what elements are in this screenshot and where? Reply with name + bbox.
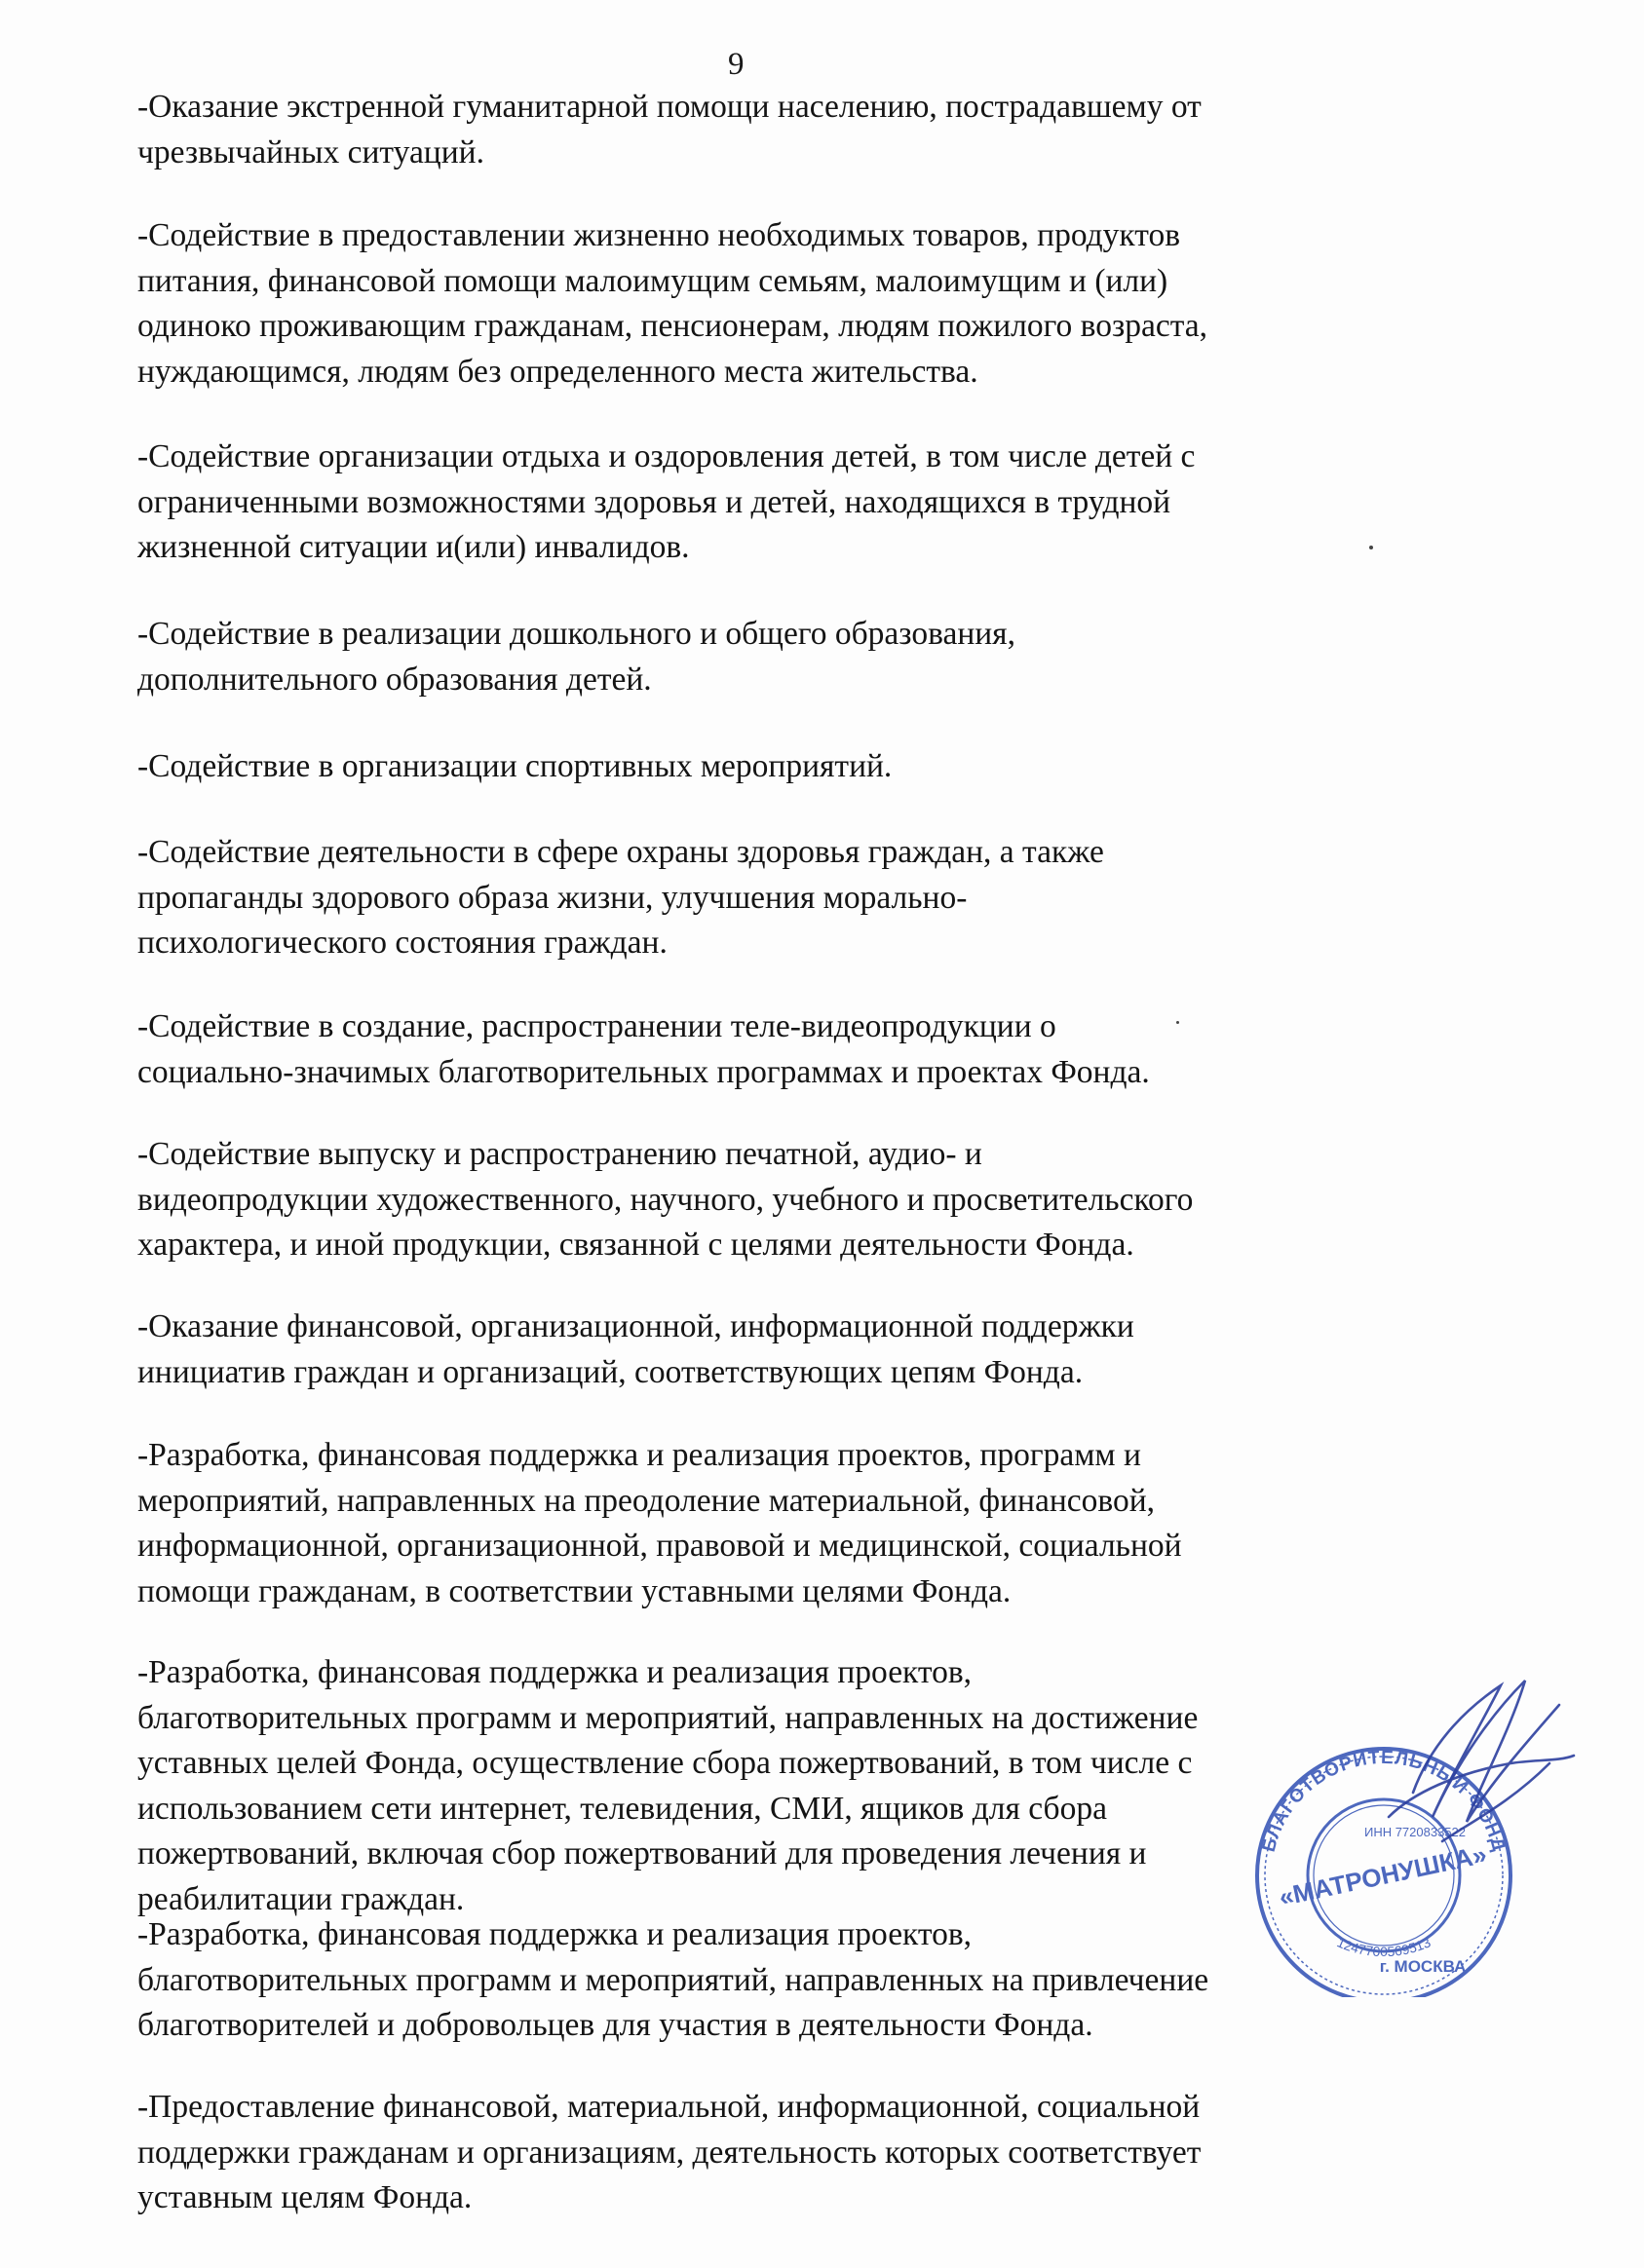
text-line: -Содействие в реализации дошкольного и общего образования,	[137, 616, 1015, 652]
text-line: информационной, организационной, правовой и медицинской, социальной	[137, 1528, 1182, 1564]
page-number: 9	[728, 47, 745, 82]
text-line: -Содействие выпуску и распространению печатной, аудио- и	[137, 1136, 982, 1172]
text-line: реабилитации граждан.	[137, 1880, 465, 1917]
paragraph-11	[137, 1650, 1198, 1922]
text-line: дополнительного образования детей.	[137, 661, 652, 698]
paragraph-1	[137, 85, 1202, 175]
text-line: -Содействие в предоставлении жизненно необходимых товаров, продуктов	[137, 217, 1181, 253]
seal-city-text: г. МОСКВА	[1379, 1957, 1467, 1976]
text-line: характера, и иной продукции, связанной с целями деятельности Фонда.	[137, 1227, 1134, 1263]
text-line: жизненной ситуации и(или) инвалидов.	[137, 529, 690, 565]
paragraph-3	[137, 435, 1195, 571]
paragraph-2	[137, 213, 1207, 395]
seal-inn-text: ИНН 7720833522	[1363, 1825, 1467, 1839]
text-line: благотворительных программ и мероприятий, направленных на привлечение	[137, 1961, 1209, 1998]
text-line: психологического состояния граждан.	[137, 925, 668, 961]
paragraph-8	[137, 1132, 1193, 1268]
paragraph-13	[137, 2085, 1201, 2221]
text-line: благотворительных программ и мероприятий, направленных на достижение	[137, 1699, 1199, 1736]
text-line: -Оказание экстренной гуманитарной помощи населению, пострадавшему от	[137, 89, 1202, 125]
organization-seal	[1189, 1646, 1579, 1997]
text-line: инициатив граждан и организаций, соответствующих цепям Фонда.	[137, 1353, 1084, 1390]
text-line: -Разработка, финансовая поддержка и реализация проектов,	[137, 1654, 973, 1690]
text-line: чрезвычайных ситуаций.	[137, 133, 484, 170]
text-line: использованием сети интернет, телевидения, СМИ, ящиков для сбора	[137, 1790, 1107, 1827]
paragraph-7	[137, 1004, 1150, 1095]
text-line: -Содействие в создание, распространении теле-видеопродукции о	[137, 1008, 1056, 1044]
text-line: -Содействие организации отдыха и оздоровления детей, в том числе детей с	[137, 438, 1196, 474]
text-line: -Разработка, финансовая поддержка и реализация проектов,	[137, 1916, 973, 1952]
paragraph-12	[137, 1912, 1208, 2049]
text-line: уставных целей Фонда, осуществление сбора пожертвований, в том числе с	[137, 1745, 1193, 1781]
text-line: ограниченными возможностями здоровья и детей, находящихся в трудной	[137, 483, 1171, 520]
text-line: мероприятий, направленных на преодоление материальной, финансовой,	[137, 1482, 1156, 1519]
seal-center-text: «МАТРОНУШКА»	[1276, 1838, 1490, 1912]
text-line: -Оказание финансовой, организационной, информационной поддержки	[137, 1308, 1134, 1344]
svg-text:1247700569513	[1335, 1934, 1434, 1959]
text-line: одиноко проживающим гражданам, пенсионерам, людям пожилого возраста,	[137, 308, 1208, 344]
paragraph-10	[137, 1433, 1182, 1614]
text-line: -Содействие деятельности в сфере охраны здоровья граждан, а также	[137, 834, 1104, 870]
text-line: поддержки гражданам и организациям, деятельность которых соответствует	[137, 2134, 1202, 2171]
text-line: видеопродукции художественного, научного, учебного и просветительского	[137, 1181, 1194, 1218]
text-line: -Предоставление финансовой, материальной, информационной, социальной	[137, 2089, 1201, 2125]
scan-speck	[1176, 1021, 1179, 1024]
paragraph-4	[137, 612, 1015, 702]
text-line: помощи гражданам, в соответствии уставными целями Фонда.	[137, 1572, 1012, 1609]
text-line: уставным целям Фонда.	[137, 2179, 473, 2215]
text-line: социально-значимых благотворительных программах и проектах Фонда.	[137, 1053, 1150, 1090]
text-line: пропаганды здорового образа жизни, улучшения морально-	[137, 879, 968, 916]
paragraph-6	[137, 830, 1104, 966]
text-line: -Содействие в организации спортивных мероприятий.	[137, 748, 893, 784]
paragraph-5	[137, 744, 892, 790]
seal-stamp	[1257, 1748, 1510, 1997]
text-line: -Разработка, финансовая поддержка и реализация проектов, программ и	[137, 1437, 1141, 1473]
paragraph-9	[137, 1304, 1134, 1395]
seal-ring-text: БЛАГОТВОРИТЕЛЬНЫЙ ФОНД	[1258, 1747, 1510, 1855]
scan-speck	[1369, 546, 1373, 549]
text-line: пожертвований, включая сбор пожертвований для проведения лечения и	[137, 1835, 1147, 1871]
text-line: питания, финансовой помощи малоимущим семьям, малоимущим и (или)	[137, 262, 1168, 299]
seal-ogrn-text: 1247700569513	[1334, 1934, 1434, 1960]
text-line: нуждающимся, людям без определенного места жительства.	[137, 353, 978, 390]
text-line: благотворителей и добровольцев для участия в деятельности Фонда.	[137, 2007, 1093, 2043]
